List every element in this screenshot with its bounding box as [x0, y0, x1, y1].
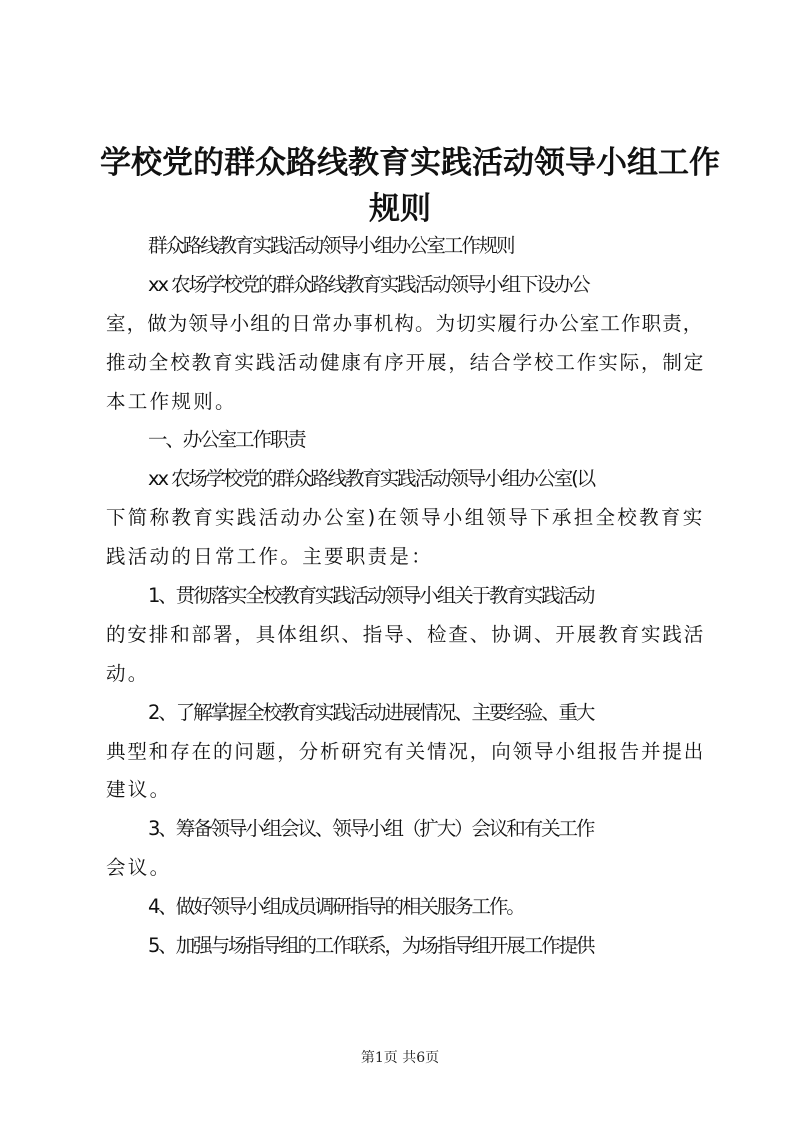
body-text-line: 典型和存在的问题，分析研究有关情况，向领导小组报告并提出	[106, 739, 706, 763]
page-footer: 第1页 共6页	[360, 1050, 440, 1066]
body-text-line: 3、筹备领导小组会议、领导小组（扩大）会议和有关工作	[148, 817, 594, 841]
body-text-line: 群众路线教育实践活动领导小组办公室工作规则	[148, 234, 514, 257]
body-text-line: 4、做好领导小组成员调研指导的相关服务工作。	[148, 895, 524, 919]
body-text-line: xx 农场学校党的群众路线教育实践活动领导小组办公室(以	[148, 467, 595, 491]
body-text-line: 动。	[106, 661, 150, 685]
body-text-line: 2、了解掌握全校教育实践活动进展情况、主要经验、重大	[148, 700, 594, 724]
body-text-line: 下简称教育实践活动办公室)在领导小组领导下承担全校教育实	[106, 506, 705, 530]
body-text-line: 一、办公室工作职责	[148, 428, 305, 452]
body-text-line: 的安排和部署，具体组织、指导、检查、协调、开展教育实践活	[106, 622, 706, 646]
body-text-line: 推动全校教育实践活动健康有序开展，结合学校工作实际，制定	[106, 350, 706, 374]
body-text-line: 会议。	[106, 856, 172, 880]
body-text-line: 1、贯彻落实全校教育实践活动领导小组关于教育实践活动	[148, 584, 594, 608]
body-text-line: 践活动的日常工作。主要职责是：	[106, 545, 434, 569]
document-title-line-1: 学校党的群众路线教育实践活动领导小组工作	[100, 145, 720, 181]
body-text-line: xx 农场学校党的群众路线教育实践活动领导小组下设办公	[148, 272, 589, 296]
body-text-line: 本工作规则。	[106, 389, 237, 413]
body-text-line: 室，做为领导小组的日常办事机构。为切实履行办公室工作职责，	[106, 311, 704, 335]
document-title-line-2: 规则	[369, 191, 431, 227]
body-text-line: 建议。	[106, 778, 172, 802]
document-body	[106, 227, 706, 966]
body-text-line: 5、加强与场指导组的工作联系，为场指导组开展工作提供	[148, 934, 594, 958]
